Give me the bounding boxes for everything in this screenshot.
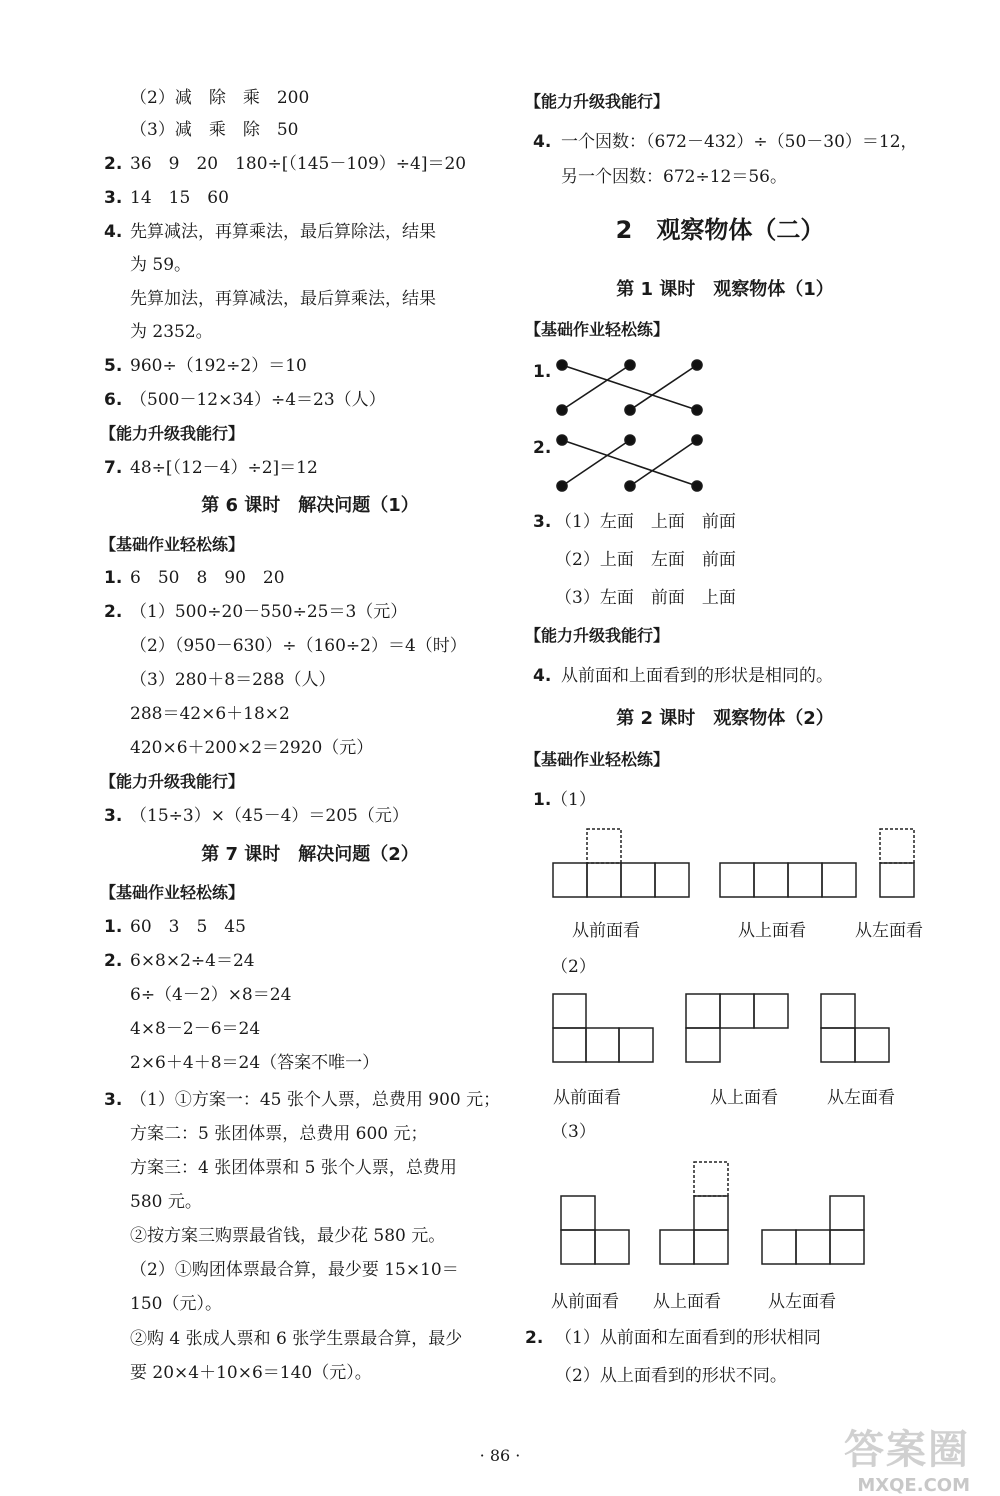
view-square bbox=[619, 1028, 653, 1062]
answer-line: 6×8×2÷4＝24 bbox=[130, 951, 255, 971]
answer-line: 2×6＋4＋8＝24（答案不唯一） bbox=[130, 1053, 380, 1073]
view-caption: 从前面看 bbox=[553, 1088, 621, 1108]
answer-line: 288＝42×6＋18×2 bbox=[130, 704, 290, 724]
view-square bbox=[830, 1196, 864, 1230]
match-line bbox=[562, 365, 630, 410]
answer-line: 另一个因数：672÷12＝56。 bbox=[561, 167, 787, 187]
section-header: 【能力升级我能行】 bbox=[525, 92, 670, 111]
answer-line: 960÷（192÷2）＝10 bbox=[130, 356, 307, 376]
answer-line: 6÷（4－2）×8＝24 bbox=[130, 985, 292, 1005]
view-square bbox=[553, 994, 586, 1028]
match-dot bbox=[692, 481, 702, 491]
answer-line: 6 50 8 90 20 bbox=[130, 568, 285, 588]
view-square bbox=[686, 1028, 720, 1062]
view-caption: 从左面看 bbox=[855, 921, 923, 941]
view-square bbox=[587, 863, 621, 897]
answer-line: （1）左面 上面 前面 bbox=[555, 512, 736, 532]
answer-line: 先算减法，再算乘法，最后算除法，结果 bbox=[130, 222, 436, 242]
unit-title: 2 观察物体（二） bbox=[615, 216, 825, 244]
match-dot bbox=[625, 435, 635, 445]
view-caption: 从上面看 bbox=[653, 1292, 721, 1312]
answer-line: ②按方案三购票最省钱，最少花 580 元。 bbox=[130, 1226, 446, 1246]
question-number: 4. bbox=[104, 222, 123, 242]
question-number: 7. bbox=[104, 458, 123, 478]
match-dot bbox=[557, 435, 567, 445]
answer-line: 为 59。 bbox=[130, 255, 192, 275]
answer-line: （1）500÷20－550÷25＝3（元） bbox=[130, 602, 408, 622]
answer-line: 14 15 60 bbox=[130, 188, 229, 208]
lesson-title: 第 1 课时 观察物体（1） bbox=[616, 279, 834, 300]
answer-line: 420×6＋200×2＝2920（元） bbox=[130, 738, 374, 758]
view-square bbox=[821, 994, 855, 1028]
section-header: 【基础作业轻松练】 bbox=[525, 750, 670, 769]
lesson-title: 第 6 课时 解决问题（1） bbox=[201, 495, 419, 516]
section-header: 【基础作业轻松练】 bbox=[525, 320, 670, 339]
question-number: 5. bbox=[104, 356, 123, 376]
match-dot bbox=[557, 481, 567, 491]
question-number: 1. bbox=[104, 917, 123, 937]
view-square bbox=[830, 1230, 864, 1264]
answer-line: （2）①购团体票最合算，最少要 15×10＝ bbox=[130, 1260, 459, 1280]
question-number: 2. bbox=[533, 438, 552, 458]
view-caption: 从前面看 bbox=[572, 921, 640, 941]
section-header: 【基础作业轻松练】 bbox=[100, 883, 245, 902]
match-line bbox=[562, 365, 697, 410]
question-number: 4. bbox=[533, 132, 552, 152]
answer-line: ②购 4 张成人票和 6 张学生票最合算，最少 bbox=[130, 1329, 463, 1349]
view-square bbox=[880, 829, 914, 863]
match-line bbox=[562, 440, 697, 486]
question-number: 1. bbox=[533, 790, 552, 810]
watermark-url: MXQE.COM bbox=[857, 1475, 970, 1496]
section-header: 【能力升级我能行】 bbox=[525, 626, 670, 645]
view-square bbox=[754, 863, 788, 897]
answer-line: 从前面和上面看到的形状是相同的。 bbox=[561, 666, 833, 686]
lesson-title: 第 7 课时 解决问题（2） bbox=[201, 844, 419, 865]
question-number: 6. bbox=[104, 390, 123, 410]
view-square bbox=[553, 1028, 586, 1062]
view-square bbox=[694, 1162, 728, 1196]
answer-line: 4×8－2－6＝24 bbox=[130, 1019, 261, 1039]
question-number: 2. bbox=[525, 1328, 544, 1348]
watermark-text: 答案圈 bbox=[844, 1427, 970, 1473]
answer-line: （3）左面 前面 上面 bbox=[555, 588, 736, 608]
question-number: 1. bbox=[104, 568, 123, 588]
view-square bbox=[720, 863, 754, 897]
answer-line: 150（元）。 bbox=[130, 1294, 222, 1314]
match-dot bbox=[625, 360, 635, 370]
answer-line: 方案二：5 张团体票，总费用 600 元； bbox=[130, 1124, 428, 1144]
section-header: 【能力升级我能行】 bbox=[100, 424, 245, 443]
watermark-logo bbox=[844, 1418, 970, 1496]
match-dot bbox=[692, 360, 702, 370]
answer-line: 一个因数：（672－432）÷（50－30）＝12， bbox=[561, 132, 918, 152]
answer-line: （500－12×34）÷4＝23（人） bbox=[130, 390, 386, 410]
answer-line: （2）上面 左面 前面 bbox=[555, 550, 736, 570]
match-dot bbox=[692, 435, 702, 445]
view-square bbox=[796, 1230, 830, 1264]
match-line bbox=[630, 365, 697, 410]
view-square bbox=[655, 863, 689, 897]
match-dot bbox=[557, 405, 567, 415]
view-square bbox=[561, 1230, 595, 1264]
view-square bbox=[553, 863, 587, 897]
answer-line: 580 元。 bbox=[130, 1192, 202, 1212]
lesson-title: 第 2 课时 观察物体（2） bbox=[616, 708, 834, 729]
view-square bbox=[762, 1230, 796, 1264]
answer-line: （2）减 除 乘 200 bbox=[130, 88, 310, 108]
answer-line: 48÷[（12－4）÷2]＝12 bbox=[130, 458, 318, 478]
view-square bbox=[821, 1028, 855, 1062]
view-square bbox=[586, 1028, 619, 1062]
answer-line: （3）减 乘 除 50 bbox=[130, 120, 299, 140]
view-caption: 从上面看 bbox=[738, 921, 806, 941]
answer-line: 要 20×4＋10×6＝140（元）。 bbox=[130, 1363, 372, 1383]
section-header: 【能力升级我能行】 bbox=[100, 772, 245, 791]
view-square bbox=[788, 863, 822, 897]
view-square bbox=[720, 994, 754, 1028]
question-number: 2. bbox=[104, 951, 123, 971]
answer-line: （3） bbox=[551, 1122, 596, 1142]
answer-line: （3）280＋8＝288（人） bbox=[130, 670, 336, 690]
question-number: 2. bbox=[104, 154, 123, 174]
question-number: 3. bbox=[104, 806, 123, 826]
match-line bbox=[630, 440, 697, 486]
answer-line: 为 2352。 bbox=[130, 322, 213, 342]
view-square bbox=[880, 863, 914, 897]
match-dot bbox=[557, 360, 567, 370]
page-number: · 86 · bbox=[479, 1446, 521, 1465]
view-square bbox=[587, 829, 621, 863]
answer-line: 36 9 20 180÷[（145－109）÷4]＝20 bbox=[130, 154, 467, 174]
answer-line: 60 3 5 45 bbox=[130, 917, 246, 937]
view-square bbox=[754, 994, 788, 1028]
view-caption: 从上面看 bbox=[710, 1088, 778, 1108]
match-dot bbox=[692, 405, 702, 415]
answer-line: 先算加法，再算减法，最后算乘法，结果 bbox=[130, 289, 436, 309]
answer-line: （1）①方案一：45 张个人票，总费用 900 元； bbox=[130, 1090, 501, 1110]
view-square bbox=[822, 863, 856, 897]
section-header: 【基础作业轻松练】 bbox=[100, 535, 245, 554]
view-caption: 从左面看 bbox=[827, 1088, 895, 1108]
answer-line: （15÷3）×（45－4）＝205（元） bbox=[130, 806, 409, 826]
view-square bbox=[621, 863, 655, 897]
view-square bbox=[595, 1230, 629, 1264]
question-number: 2. bbox=[104, 602, 123, 622]
answer-line: （2）从上面看到的形状不同。 bbox=[555, 1366, 787, 1386]
answer-line: （1）从前面和左面看到的形状相同 bbox=[555, 1328, 821, 1348]
question-number: 4. bbox=[533, 666, 552, 686]
view-square bbox=[855, 1028, 889, 1062]
question-number: 3. bbox=[533, 512, 552, 532]
view-square bbox=[694, 1230, 728, 1264]
question-number: 3. bbox=[104, 188, 123, 208]
view-square bbox=[561, 1196, 595, 1230]
answer-line: （2）（950－630）÷（160÷2）＝4（时） bbox=[130, 636, 467, 656]
answer-line: （2） bbox=[551, 957, 596, 977]
view-square bbox=[660, 1230, 694, 1264]
view-square bbox=[694, 1196, 728, 1230]
match-line bbox=[562, 440, 630, 486]
answer-line: 方案三：4 张团体票和 5 张个人票，总费用 bbox=[130, 1158, 457, 1178]
question-number: 3. bbox=[104, 1090, 123, 1110]
match-dot bbox=[625, 481, 635, 491]
answer-line: （1） bbox=[551, 790, 596, 810]
view-caption: 从前面看 bbox=[551, 1292, 619, 1312]
question-number: 1. bbox=[533, 362, 552, 382]
match-dot bbox=[625, 405, 635, 415]
view-caption: 从左面看 bbox=[768, 1292, 836, 1312]
view-square bbox=[686, 994, 720, 1028]
